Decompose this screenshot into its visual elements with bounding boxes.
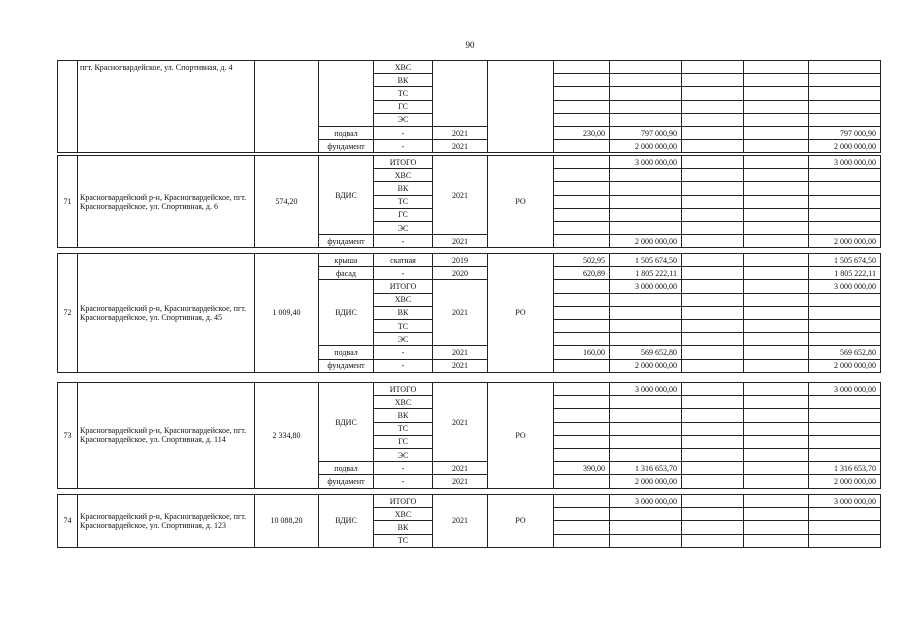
funding-source-cell: РО (487, 253, 554, 373)
cost-cell: 3 000 000,00 (609, 382, 682, 396)
volume-cell (553, 221, 610, 235)
work-subtype-cell: ИТОГО (373, 382, 433, 396)
empty-cell (743, 221, 809, 235)
empty-cell (743, 168, 809, 182)
work-subtype-cell: ХВС (373, 507, 433, 521)
work-subtype-cell: ГС (373, 435, 433, 449)
volume-cell: 390,00 (553, 461, 610, 475)
cost-cell: 2 000 000,00 (609, 474, 682, 488)
work-subtype-cell: ГС (373, 100, 433, 114)
total-cell: 1 805 222,11 (808, 266, 881, 280)
empty-cell (743, 113, 809, 127)
volume-cell (553, 319, 610, 333)
total-cell: 2 000 000,00 (808, 234, 881, 248)
funding-source-cell: РО (487, 382, 554, 489)
empty-cell (681, 126, 744, 140)
empty-cell (743, 293, 809, 307)
cost-cell (609, 86, 682, 100)
work-subtype-cell: - (373, 234, 433, 248)
empty-cell (743, 208, 809, 222)
volume-cell (553, 435, 610, 449)
volume-cell (553, 168, 610, 182)
empty-cell (681, 494, 744, 508)
work-category-cell: ВДИС (318, 494, 374, 548)
area-cell: 574,20 (254, 155, 319, 248)
work-subtype-cell: ВК (373, 181, 433, 195)
total-cell: 3 000 000,00 (808, 382, 881, 396)
year-cell: 2021 (432, 345, 488, 359)
total-cell (808, 306, 881, 320)
work-type-cell: фундамент (318, 474, 374, 488)
empty-cell (743, 395, 809, 409)
cost-cell (609, 293, 682, 307)
work-subtype-cell: - (373, 139, 433, 153)
volume-cell (553, 474, 610, 488)
cost-cell (609, 181, 682, 195)
work-subtype-cell: ХВС (373, 395, 433, 409)
volume-cell: 502,95 (553, 253, 610, 267)
empty-cell (743, 448, 809, 462)
empty-cell (681, 395, 744, 409)
total-cell (808, 395, 881, 409)
volume-cell (553, 100, 610, 114)
work-category-cell (318, 60, 374, 127)
work-subtype-cell: - (373, 359, 433, 373)
empty-cell (743, 382, 809, 396)
empty-cell (743, 507, 809, 521)
cost-cell (609, 195, 682, 209)
empty-cell (743, 359, 809, 373)
work-subtype-cell: ХВС (373, 60, 433, 74)
volume-cell (553, 494, 610, 508)
empty-cell (743, 306, 809, 320)
volume-cell (553, 86, 610, 100)
cost-cell: 3 000 000,00 (609, 155, 682, 169)
empty-cell (681, 332, 744, 346)
year-cell: 2020 (432, 266, 488, 280)
volume-cell (553, 113, 610, 127)
volume-cell: 230,00 (553, 126, 610, 140)
funding-source-cell: РО (487, 494, 554, 548)
empty-cell (743, 494, 809, 508)
total-cell: 3 000 000,00 (808, 155, 881, 169)
work-subtype-cell: - (373, 345, 433, 359)
address-cell: Красногвардейский р-н, Красногвардейское, пгт. Красногвардейское, ул. Спортивная, д. 6 (77, 155, 255, 248)
work-subtype-cell: ВК (373, 306, 433, 320)
work-subtype-cell: ВК (373, 520, 433, 534)
cost-cell: 2 000 000,00 (609, 234, 682, 248)
volume-cell (553, 507, 610, 521)
volume-cell (553, 208, 610, 222)
work-category-cell: ВДИС (318, 382, 374, 462)
total-cell (808, 319, 881, 333)
volume-cell (553, 534, 610, 548)
volume-cell (553, 332, 610, 346)
empty-cell (743, 86, 809, 100)
area-cell: 1 009,40 (254, 253, 319, 373)
work-subtype-cell: ЭС (373, 221, 433, 235)
cost-cell (609, 395, 682, 409)
cost-cell (609, 534, 682, 548)
empty-cell (743, 534, 809, 548)
empty-cell (681, 253, 744, 267)
area-cell: 10 088,20 (254, 494, 319, 548)
work-subtype-cell: ТС (373, 195, 433, 209)
work-type-cell: фундамент (318, 359, 374, 373)
work-year-cell: 2021 (432, 382, 488, 462)
area-cell: 2 334,80 (254, 382, 319, 489)
address-cell: Красногвардейский р-н, Красногвардейское, пгт. Красногвардейское, ул. Спортивная, д. 123 (77, 494, 255, 548)
volume-cell: 620,89 (553, 266, 610, 280)
work-type-cell: фасад (318, 266, 374, 280)
empty-cell (743, 195, 809, 209)
empty-cell (681, 520, 744, 534)
total-cell (808, 221, 881, 235)
address-cell: пгт. Красногвардейское, ул. Спортивная, д. 4 (77, 60, 255, 153)
year-cell: 2021 (432, 359, 488, 373)
work-subtype-cell: ЭС (373, 113, 433, 127)
empty-cell (743, 139, 809, 153)
work-subtype-cell: ГС (373, 208, 433, 222)
work-year-cell: 2021 (432, 494, 488, 548)
empty-cell (681, 534, 744, 548)
work-subtype-cell: ЭС (373, 332, 433, 346)
volume-cell (553, 293, 610, 307)
volume-cell (553, 422, 610, 436)
total-cell (808, 408, 881, 422)
cost-cell: 569 652,80 (609, 345, 682, 359)
empty-cell (743, 345, 809, 359)
total-cell (808, 195, 881, 209)
area-cell (254, 60, 319, 153)
volume-cell (553, 279, 610, 293)
volume-cell (553, 60, 610, 74)
empty-cell (681, 408, 744, 422)
empty-cell (743, 279, 809, 293)
row-number-cell: 74 (57, 494, 78, 548)
empty-cell (681, 382, 744, 396)
total-cell (808, 86, 881, 100)
empty-cell (743, 234, 809, 248)
total-cell: 2 000 000,00 (808, 474, 881, 488)
empty-cell (681, 73, 744, 87)
empty-cell (681, 448, 744, 462)
total-cell: 3 000 000,00 (808, 279, 881, 293)
address-cell: Красногвардейский р-н, Красногвардейское, пгт. Красногвардейское, ул. Спортивная, д. 45 (77, 253, 255, 373)
empty-cell (681, 139, 744, 153)
work-type-cell: крыша (318, 253, 374, 267)
volume-cell (553, 155, 610, 169)
empty-cell (681, 359, 744, 373)
empty-cell (681, 168, 744, 182)
year-cell: 2021 (432, 234, 488, 248)
empty-cell (743, 100, 809, 114)
row-number-cell (57, 60, 78, 153)
work-subtype-cell: ВК (373, 408, 433, 422)
cost-cell: 2 000 000,00 (609, 359, 682, 373)
work-subtype-cell: ХВС (373, 168, 433, 182)
cost-cell (609, 507, 682, 521)
work-subtype-cell: ИТОГО (373, 155, 433, 169)
address-cell: Красногвардейский р-н, Красногвардейское, пгт. Красногвардейское, ул. Спортивная, д. 114 (77, 382, 255, 489)
cost-cell (609, 113, 682, 127)
empty-cell (743, 474, 809, 488)
year-cell: 2021 (432, 139, 488, 153)
empty-cell (681, 100, 744, 114)
volume-cell (553, 382, 610, 396)
empty-cell (743, 126, 809, 140)
empty-cell (743, 461, 809, 475)
cost-cell (609, 520, 682, 534)
volume-cell (553, 73, 610, 87)
volume-cell (553, 139, 610, 153)
empty-cell (743, 422, 809, 436)
work-type-cell: подвал (318, 126, 374, 140)
cost-cell (609, 408, 682, 422)
empty-cell (681, 155, 744, 169)
total-cell: 797 000,90 (808, 126, 881, 140)
empty-cell (743, 332, 809, 346)
empty-cell (743, 73, 809, 87)
volume-cell (553, 408, 610, 422)
cost-cell (609, 168, 682, 182)
work-subtype-cell: ИТОГО (373, 494, 433, 508)
empty-cell (743, 319, 809, 333)
total-cell (808, 100, 881, 114)
total-cell (808, 422, 881, 436)
cost-cell (609, 221, 682, 235)
total-cell (808, 534, 881, 548)
empty-cell (681, 507, 744, 521)
work-category-cell: ВДИС (318, 279, 374, 346)
row-number-cell: 71 (57, 155, 78, 248)
work-subtype-cell: ТС (373, 534, 433, 548)
empty-cell (681, 435, 744, 449)
empty-cell (743, 60, 809, 74)
empty-cell (681, 345, 744, 359)
year-cell: 2021 (432, 126, 488, 140)
work-subtype-cell: ТС (373, 86, 433, 100)
empty-cell (743, 181, 809, 195)
work-subtype-cell: ТС (373, 319, 433, 333)
empty-cell (681, 208, 744, 222)
empty-cell (743, 266, 809, 280)
empty-cell (681, 221, 744, 235)
total-cell (808, 168, 881, 182)
volume-cell (553, 195, 610, 209)
volume-cell (553, 359, 610, 373)
total-cell (808, 507, 881, 521)
work-subtype-cell: ВК (373, 73, 433, 87)
total-cell: 2 000 000,00 (808, 359, 881, 373)
cost-cell (609, 60, 682, 74)
work-subtype-cell: ЭС (373, 448, 433, 462)
cost-cell (609, 100, 682, 114)
work-type-cell: подвал (318, 345, 374, 359)
total-cell (808, 332, 881, 346)
empty-cell (743, 408, 809, 422)
year-cell: 2021 (432, 461, 488, 475)
empty-cell (743, 435, 809, 449)
cost-cell (609, 448, 682, 462)
total-cell: 569 652,80 (808, 345, 881, 359)
volume-cell (553, 306, 610, 320)
total-cell: 1 316 653,70 (808, 461, 881, 475)
empty-cell (681, 306, 744, 320)
work-subtype-cell: ТС (373, 422, 433, 436)
cost-cell: 1 805 222,11 (609, 266, 682, 280)
cost-cell (609, 208, 682, 222)
empty-cell (681, 293, 744, 307)
total-cell (808, 520, 881, 534)
empty-cell (681, 279, 744, 293)
cost-cell (609, 319, 682, 333)
volume-cell: 160,00 (553, 345, 610, 359)
empty-cell (681, 422, 744, 436)
cost-cell (609, 435, 682, 449)
work-category-cell: ВДИС (318, 155, 374, 235)
empty-cell (681, 266, 744, 280)
work-subtype-cell: скатная (373, 253, 433, 267)
work-type-cell: подвал (318, 461, 374, 475)
work-subtype-cell: - (373, 266, 433, 280)
funding-source-cell (487, 60, 554, 153)
cost-cell: 1 316 653,70 (609, 461, 682, 475)
volume-cell (553, 234, 610, 248)
work-type-cell: фундамент (318, 234, 374, 248)
work-year-cell: 2021 (432, 279, 488, 346)
total-cell: 1 505 674,50 (808, 253, 881, 267)
cost-cell (609, 332, 682, 346)
total-cell (808, 113, 881, 127)
funding-source-cell: РО (487, 155, 554, 248)
row-number-cell: 73 (57, 382, 78, 489)
empty-cell (681, 86, 744, 100)
total-cell (808, 73, 881, 87)
work-subtype-cell: ХВС (373, 293, 433, 307)
work-subtype-cell: - (373, 126, 433, 140)
cost-cell (609, 73, 682, 87)
year-cell: 2019 (432, 253, 488, 267)
empty-cell (743, 155, 809, 169)
cost-cell: 2 000 000,00 (609, 139, 682, 153)
volume-cell (553, 181, 610, 195)
cost-cell: 3 000 000,00 (609, 494, 682, 508)
empty-cell (681, 319, 744, 333)
total-cell (808, 60, 881, 74)
cost-cell: 797 000,90 (609, 126, 682, 140)
page-number: 90 (465, 40, 475, 50)
volume-cell (553, 448, 610, 462)
row-number-cell: 72 (57, 253, 78, 373)
total-cell (808, 448, 881, 462)
work-year-cell: 2021 (432, 155, 488, 235)
empty-cell (681, 195, 744, 209)
work-subtype-cell: - (373, 474, 433, 488)
total-cell (808, 181, 881, 195)
work-type-cell: фундамент (318, 139, 374, 153)
empty-cell (681, 181, 744, 195)
total-cell (808, 435, 881, 449)
volume-cell (553, 395, 610, 409)
cost-cell (609, 422, 682, 436)
empty-cell (743, 253, 809, 267)
empty-cell (681, 474, 744, 488)
total-cell (808, 293, 881, 307)
cost-cell: 3 000 000,00 (609, 279, 682, 293)
cost-cell: 1 505 674,50 (609, 253, 682, 267)
total-cell (808, 208, 881, 222)
empty-cell (681, 60, 744, 74)
work-year-cell (432, 60, 488, 127)
year-cell: 2021 (432, 474, 488, 488)
total-cell: 3 000 000,00 (808, 494, 881, 508)
empty-cell (681, 461, 744, 475)
empty-cell (681, 113, 744, 127)
volume-cell (553, 520, 610, 534)
work-subtype-cell: ИТОГО (373, 279, 433, 293)
empty-cell (681, 234, 744, 248)
total-cell: 2 000 000,00 (808, 139, 881, 153)
cost-cell (609, 306, 682, 320)
work-subtype-cell: - (373, 461, 433, 475)
empty-cell (743, 520, 809, 534)
